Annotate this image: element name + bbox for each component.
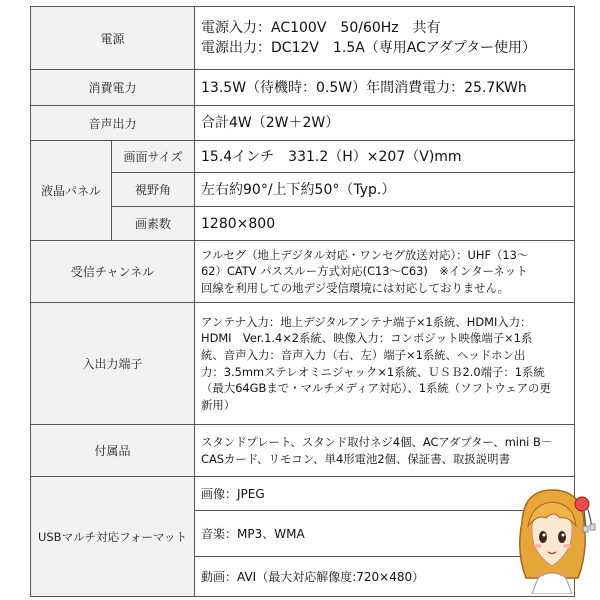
accessories-line: CASカード、リモコン、単4形電池2個、保証書、取扱説明書 [201, 451, 510, 466]
io-line: 新用） [201, 397, 236, 412]
lcd-value: 左右約90°/上下約50°（Typ.） [195, 173, 575, 207]
row-consumption [31, 70, 575, 106]
io-line: 力：3.5mmステレオミニジャック×1系統、ＵＳＢ2.0端子：1系統 [201, 364, 545, 379]
usb-value: 画像：JPEG [195, 477, 575, 511]
usb-label: USBマルチ対応フォーマット [31, 477, 195, 597]
row-accessories [31, 425, 575, 477]
channel-line: フルセグ（地上デジタル対応・ワンセグ放送対応）：UHF（13～ [201, 247, 529, 262]
power-value [195, 7, 575, 70]
row-channel [31, 241, 575, 303]
io-line: HDMI Ver.1.4×2系統、映像入力：コンポジット映像端子×1系 [201, 331, 533, 346]
spec-table [30, 6, 575, 597]
channel-value [195, 241, 575, 303]
row-lcd-angle [31, 173, 575, 207]
row-io [31, 303, 575, 425]
accessories-line: スタンドプレート、スタンド取付ネジ4個、ACアダプター、mini B－ [201, 434, 553, 449]
power-label: 電源 [31, 7, 195, 70]
channel-label: 受信チャンネル [31, 241, 195, 303]
usb-value: 音楽：MP3、WMA [195, 511, 575, 557]
io-label: 入出力端子 [31, 303, 195, 425]
usb-value: 動画：AVI（最大対応解像度:720×480） [195, 557, 575, 597]
channel-line: 62）CATV パススルー方式対応(C13～C63) ※インターネット [201, 264, 528, 279]
mascot-girl-icon [502, 482, 598, 594]
row-power [31, 7, 575, 70]
power-line: 電源出力：DC12V 1.5A（専用ACアダプター使用） [201, 40, 536, 56]
io-value [195, 303, 575, 425]
io-line: 統、音声入力：音声入力（右、左）端子×1系統、ヘッドホン出 [201, 347, 526, 362]
accessories-label: 付属品 [31, 425, 195, 477]
audio-label: 音声出力 [31, 106, 195, 141]
consumption-value: 13.5W（待機時：0.5W）年間消費電力：25.7KWh [195, 70, 575, 106]
audio-value: 合計4W（2W＋2W） [195, 106, 575, 141]
row-lcd-size [31, 141, 575, 173]
lcd-sub-label: 画素数 [112, 207, 195, 241]
lcd-label: 液晶パネル [31, 141, 112, 241]
consumption-label: 消費電力 [31, 70, 195, 106]
spec-table-wrapper [30, 6, 574, 597]
power-line: 電源入力：AC100V 50/60Hz 共有 [201, 20, 441, 36]
row-lcd-pixels [31, 207, 575, 241]
lcd-value: 1280×800 [195, 207, 575, 241]
io-line: （最大64GBまで・マルチメディア対応）、1系統（ソフトウェアの更 [201, 381, 551, 396]
row-audio [31, 106, 575, 141]
channel-line: 回線を利用しての地デジ受信環境には対応しておりません。 [201, 280, 510, 295]
io-line: アンテナ入力：地上デジタルアンテナ端子×1系統、HDMI入力： [201, 314, 532, 329]
lcd-sub-label: 視野角 [112, 173, 195, 207]
lcd-sub-label: 画面サイズ [112, 141, 195, 173]
row-usb-image [31, 477, 575, 511]
lcd-value: 15.4インチ 331.2（H）×207（V)mm [195, 141, 575, 173]
accessories-value [195, 425, 575, 477]
